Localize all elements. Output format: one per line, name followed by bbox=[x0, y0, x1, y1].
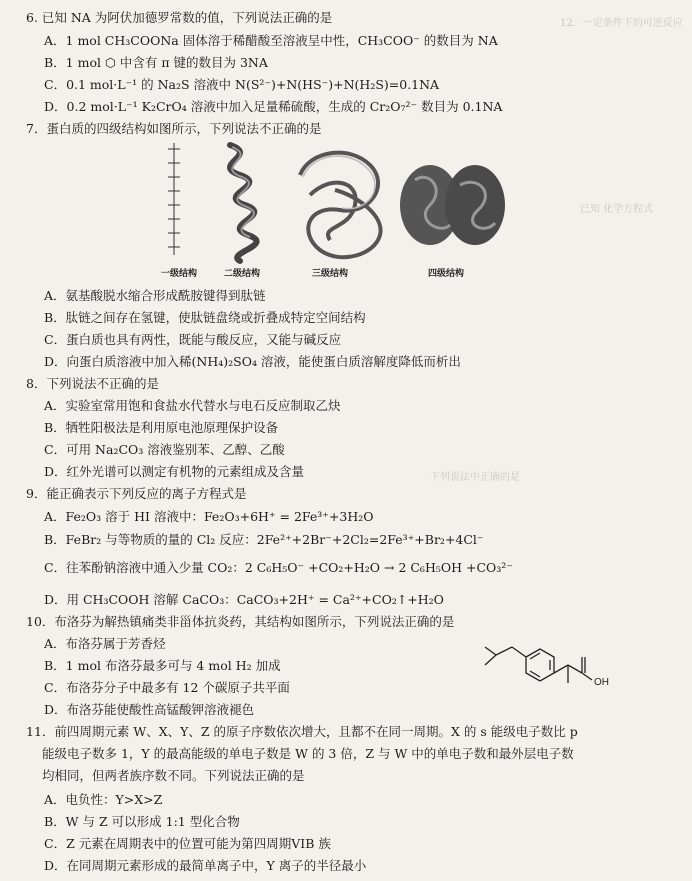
primary-structure-chain bbox=[168, 143, 180, 255]
ibuprofen-structure bbox=[480, 635, 630, 715]
q8-option-d: D．红外光谱可以测定有机物的元素组成及含量 bbox=[44, 464, 305, 479]
q9-option-b: B．FeBr₂ 与等物质的量的 Cl₂ 反应：2Fe²⁺+2Br⁻+2Cl₂=2Fe³⁺+Br₂+4Cl⁻ bbox=[44, 532, 484, 547]
q11-stem-line-2: 能级电子数多 1，Y 的最高能级的单电子数是 W 的 3 倍，Z 与 W 中的单电子数和最外层电子数 bbox=[42, 746, 574, 761]
figure-label-primary: 一级结构 bbox=[161, 269, 198, 279]
q11-option-c: C．Z 元素在周期表中的位置可能为第四周期VIB 族 bbox=[44, 836, 331, 851]
protein-structure-figure bbox=[0, 135, 692, 285]
q7-option-c: C．蛋白质也具有两性，既能与酸反应，又能与碱反应 bbox=[44, 332, 342, 347]
q10-option-d: D．布洛芬能使酸性高锰酸钾溶液褪色 bbox=[44, 702, 255, 717]
q6-option-b: B．1 mol ⬡ 中含有 π 键的数目为 3NA bbox=[44, 55, 268, 70]
q7-option-d: D．向蛋白质溶液中加入稀(NH₄)₂SO₄ 溶液，能使蛋白质溶解度降低而析出 bbox=[44, 354, 461, 369]
q7-option-b: B．肽链之间存在氢键，使肽链盘绕或折叠成特定空间结构 bbox=[44, 310, 366, 325]
q9-option-d: D．用 CH₃COOH 溶解 CaCO₃：CaCO₃+2H⁺ = Ca²⁺+CO₂↑+H₂O bbox=[44, 592, 444, 607]
q8-option-b: B．牺牲阳极法是利用原电池原理保护设备 bbox=[44, 420, 279, 435]
q7-stem: 7．蛋白质的四级结构如图所示，下列说法不正确的是 bbox=[26, 121, 322, 136]
secondary-structure-helix bbox=[230, 145, 257, 261]
q9-option-c: C．往苯酚钠溶液中通入少量 CO₂：2 C₆H₅O⁻ +CO₂+H₂O → 2 C₆H₅OH +CO₃²⁻ bbox=[44, 560, 513, 575]
q10-option-b: B．1 mol 布洛芬最多可与 4 mol H₂ 加成 bbox=[44, 658, 281, 673]
q6-option-d: D．0.2 mol·L⁻¹ K₂CrO₄ 溶液中加入足量稀硫酸，生成的 Cr₂O₇²⁻ 数目为 0.1NA bbox=[44, 99, 503, 114]
q8-stem: 8．下列说法不正确的是 bbox=[26, 376, 159, 391]
figure-label-tertiary: 三级结构 bbox=[312, 269, 349, 279]
quaternary-structure-complex bbox=[400, 165, 505, 245]
q11-option-b: B．W 与 Z 可以形成 1:1 型化合物 bbox=[44, 814, 240, 829]
q9-stem: 9．能正确表示下列反应的离子方程式是 bbox=[26, 486, 247, 501]
q8-option-a: A．实验室常用饱和食盐水代替水与电石反应制取乙炔 bbox=[44, 398, 341, 413]
q7-option-a: A．氨基酸脱水缩合形成酰胺键得到肽链 bbox=[44, 288, 266, 303]
q6-option-c: C．0.1 mol·L⁻¹ 的 Na₂S 溶液中 N(S²⁻)+N(HS⁻)+N(H₂S)=0.1NA bbox=[44, 77, 440, 92]
q6-option-a: A．1 mol CH₃COONa 固体溶于稀醋酸至溶液呈中性，CH₃COO⁻ 的数目为 NA bbox=[44, 33, 498, 48]
q11-option-d: D．在同周期元素形成的最简单离子中，Y 离子的半径最小 bbox=[44, 858, 367, 873]
q11-stem-line-3: 均相同，但两者族序数不同。下列说法正确的是 bbox=[42, 768, 305, 783]
q10-stem: 10．布洛芬为解热镇痛类非甾体抗炎药，其结构如图所示，下列说法正确的是 bbox=[26, 614, 455, 629]
tertiary-structure-fold bbox=[300, 153, 381, 258]
hydroxyl-label: OH bbox=[594, 677, 609, 688]
q6-stem: 6. 已知 NA 为阿伏加德罗常数的值，下列说法正确的是 bbox=[26, 10, 333, 25]
figure-label-secondary: 二级结构 bbox=[224, 269, 261, 279]
q10-option-a: A．布洛芬属于芳香烃 bbox=[44, 636, 166, 651]
q8-option-c: C．可用 Na₂CO₃ 溶液鉴别苯、乙醇、乙酸 bbox=[44, 442, 285, 457]
q9-option-a: A．Fe₂O₃ 溶于 HI 溶液中：Fe₂O₃+6H⁺ = 2Fe³⁺+3H₂O bbox=[44, 509, 374, 524]
q10-option-c: C．布洛芬分子中最多有 12 个碳原子共平面 bbox=[44, 680, 290, 695]
q11-option-a: A．电负性：Y>X>Z bbox=[44, 792, 163, 807]
figure-label-quaternary: 四级结构 bbox=[428, 269, 465, 279]
q11-stem-line-1: 11．前四周期元素 W、X、Y、Z 的原子序数依次增大，且都不在同一周期。X 的 s 能级电子数比 p bbox=[26, 724, 578, 739]
